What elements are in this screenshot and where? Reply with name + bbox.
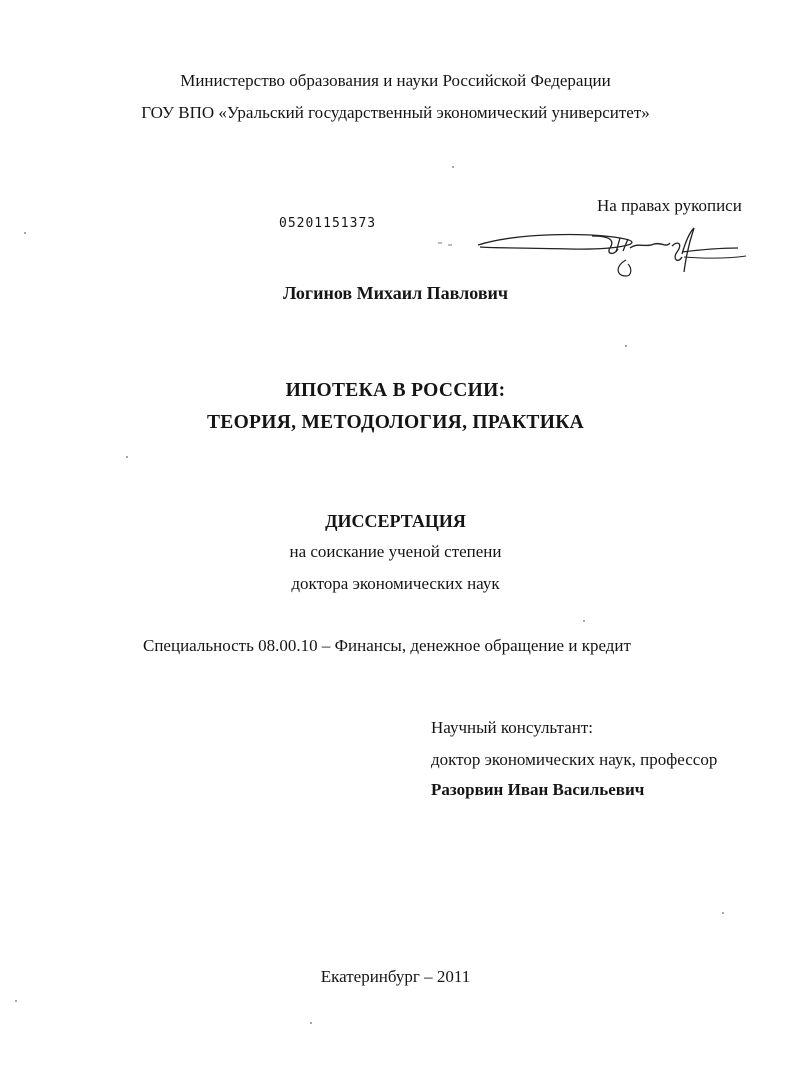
advisor-name: Разорвин Иван Васильевич <box>431 780 645 799</box>
author-name: Логинов Михаил Павлович <box>282 283 509 303</box>
scan-speck <box>24 232 26 234</box>
advisor-title: доктор экономических наук, профессор <box>431 750 718 769</box>
degree-purpose: на соискание ученой степени <box>289 542 502 561</box>
scan-speck <box>15 1000 17 1002</box>
scan-speck <box>310 1022 312 1024</box>
dissertation-title-line-1: ИПОТЕКА В РОССИИ: <box>285 380 506 401</box>
handwritten-signature-icon <box>420 218 750 280</box>
city-year: Екатеринбург – 2011 <box>320 967 471 986</box>
document-type: ДИССЕРТАЦИЯ <box>325 511 466 531</box>
scan-speck <box>625 345 627 347</box>
manuscript-note: На правах рукописи <box>597 196 742 215</box>
scan-speck <box>126 456 128 458</box>
document-code: 05201151373 <box>279 216 377 231</box>
advisor-label: Научный консультант: <box>431 718 593 737</box>
degree-name: доктора экономических наук <box>291 574 500 593</box>
ministry-line: Министерство образования и науки Российской Федерации <box>180 71 611 90</box>
scan-speck <box>722 912 724 914</box>
university-line: ГОУ ВПО «Уральский государственный экономический университет» <box>141 103 650 122</box>
scan-speck <box>583 620 585 622</box>
scan-speck <box>452 166 454 168</box>
specialty-line: Специальность 08.00.10 – Финансы, денежное обращение и кредит <box>143 636 631 655</box>
dissertation-title-line-2: ТЕОРИЯ, МЕТОДОЛОГИЯ, ПРАКТИКА <box>206 412 585 433</box>
